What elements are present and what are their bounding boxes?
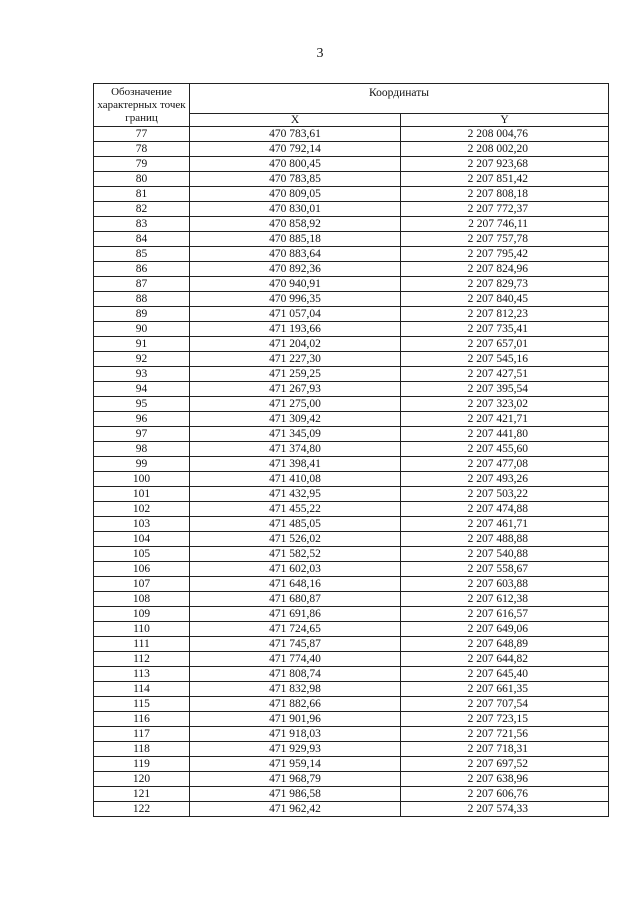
table-row xyxy=(94,742,609,757)
y-coordinate-cell: 2 207 441,80 xyxy=(401,427,609,442)
y-coordinate-cell: 2 207 323,02 xyxy=(401,397,609,412)
x-coordinate-cell: 471 986,58 xyxy=(190,787,401,802)
point-number-cell: 88 xyxy=(94,292,190,307)
point-number-cell: 101 xyxy=(94,487,190,502)
x-coordinate-cell: 470 892,36 xyxy=(190,262,401,277)
table-row xyxy=(94,322,609,337)
x-coordinate-cell: 471 691,86 xyxy=(190,607,401,622)
y-coordinate-cell: 2 207 461,71 xyxy=(401,517,609,532)
table-row xyxy=(94,337,609,352)
x-coordinate-cell: 470 809,05 xyxy=(190,187,401,202)
table-row xyxy=(94,757,609,772)
x-coordinate-cell: 470 783,61 xyxy=(190,127,401,142)
x-coordinate-cell: 471 432,95 xyxy=(190,487,401,502)
y-coordinate-cell: 2 207 645,40 xyxy=(401,667,609,682)
table-row xyxy=(94,682,609,697)
point-number-cell: 97 xyxy=(94,427,190,442)
table-row xyxy=(94,472,609,487)
x-coordinate-cell: 471 582,52 xyxy=(190,547,401,562)
x-coordinate-cell: 470 783,85 xyxy=(190,172,401,187)
point-number-cell: 98 xyxy=(94,442,190,457)
point-number-cell: 93 xyxy=(94,367,190,382)
point-number-cell: 95 xyxy=(94,397,190,412)
y-coordinate-cell: 2 207 707,54 xyxy=(401,697,609,712)
table-row xyxy=(94,697,609,712)
x-coordinate-cell: 471 774,40 xyxy=(190,652,401,667)
table-row xyxy=(94,562,609,577)
point-number-cell: 78 xyxy=(94,142,190,157)
header-row xyxy=(94,84,609,114)
table-row xyxy=(94,277,609,292)
table-header xyxy=(94,84,609,127)
point-number-cell: 115 xyxy=(94,697,190,712)
y-coordinate-cell: 2 207 808,18 xyxy=(401,187,609,202)
table-row xyxy=(94,637,609,652)
page-number: 3 xyxy=(316,46,324,61)
y-coordinate-cell: 2 207 612,38 xyxy=(401,592,609,607)
y-coordinate-cell: 2 207 644,82 xyxy=(401,652,609,667)
point-number-cell: 94 xyxy=(94,382,190,397)
y-coordinate-cell: 2 207 721,56 xyxy=(401,727,609,742)
table-row xyxy=(94,442,609,457)
y-coordinate-cell: 2 207 812,23 xyxy=(401,307,609,322)
table-row xyxy=(94,727,609,742)
point-number-cell: 102 xyxy=(94,502,190,517)
y-coordinate-cell: 2 207 616,57 xyxy=(401,607,609,622)
y-coordinate-cell: 2 207 772,37 xyxy=(401,202,609,217)
table-row xyxy=(94,517,609,532)
table-row xyxy=(94,217,609,232)
point-number-cell: 118 xyxy=(94,742,190,757)
table-row xyxy=(94,712,609,727)
x-coordinate-cell: 470 800,45 xyxy=(190,157,401,172)
table-row xyxy=(94,667,609,682)
y-coordinate-cell: 2 207 649,06 xyxy=(401,622,609,637)
y-coordinate-cell: 2 207 824,96 xyxy=(401,262,609,277)
table-row xyxy=(94,607,609,622)
table-row xyxy=(94,427,609,442)
x-coordinate-cell: 471 962,42 xyxy=(190,802,401,817)
point-number-cell: 113 xyxy=(94,667,190,682)
table-row xyxy=(94,232,609,247)
y-coordinate-cell: 2 207 603,88 xyxy=(401,577,609,592)
y-coordinate-cell: 2 207 829,73 xyxy=(401,277,609,292)
y-coordinate-cell: 2 207 427,51 xyxy=(401,367,609,382)
table-row xyxy=(94,787,609,802)
x-coordinate-cell: 470 883,64 xyxy=(190,247,401,262)
table-row xyxy=(94,367,609,382)
point-number-cell: 108 xyxy=(94,592,190,607)
y-coordinate-cell: 2 207 638,96 xyxy=(401,772,609,787)
x-coordinate-cell: 471 959,14 xyxy=(190,757,401,772)
y-coordinate-cell: 2 207 697,52 xyxy=(401,757,609,772)
point-number-cell: 117 xyxy=(94,727,190,742)
y-coordinate-cell: 2 207 661,35 xyxy=(401,682,609,697)
table-row xyxy=(94,292,609,307)
point-number-cell: 103 xyxy=(94,517,190,532)
x-coordinate-cell: 471 193,66 xyxy=(190,322,401,337)
point-number-cell: 105 xyxy=(94,547,190,562)
point-number-cell: 82 xyxy=(94,202,190,217)
point-number-cell: 80 xyxy=(94,172,190,187)
y-coordinate-cell: 2 207 718,31 xyxy=(401,742,609,757)
table-row xyxy=(94,577,609,592)
point-number-cell: 81 xyxy=(94,187,190,202)
y-coordinate-cell: 2 207 606,76 xyxy=(401,787,609,802)
point-designation-header: Обозначение характерных точек границ xyxy=(94,84,190,127)
point-number-cell: 112 xyxy=(94,652,190,667)
x-coordinate-cell: 471 602,03 xyxy=(190,562,401,577)
table-row xyxy=(94,457,609,472)
x-coordinate-cell: 471 882,66 xyxy=(190,697,401,712)
point-number-cell: 114 xyxy=(94,682,190,697)
x-coordinate-cell: 471 267,93 xyxy=(190,382,401,397)
table-row xyxy=(94,172,609,187)
y-coordinate-cell: 2 207 477,08 xyxy=(401,457,609,472)
y-coordinate-cell: 2 207 421,71 xyxy=(401,412,609,427)
point-number-cell: 110 xyxy=(94,622,190,637)
y-coordinate-cell: 2 207 558,67 xyxy=(401,562,609,577)
x-coordinate-cell: 471 485,05 xyxy=(190,517,401,532)
x-coordinate-cell: 470 885,18 xyxy=(190,232,401,247)
x-coordinate-cell: 471 526,02 xyxy=(190,532,401,547)
y-coordinate-cell: 2 207 545,16 xyxy=(401,352,609,367)
x-coordinate-cell: 471 057,04 xyxy=(190,307,401,322)
x-coordinate-cell: 471 648,16 xyxy=(190,577,401,592)
x-coordinate-cell: 471 374,80 xyxy=(190,442,401,457)
point-number-cell: 107 xyxy=(94,577,190,592)
point-number-cell: 85 xyxy=(94,247,190,262)
x-coordinate-cell: 471 227,30 xyxy=(190,352,401,367)
point-number-cell: 109 xyxy=(94,607,190,622)
point-number-cell: 84 xyxy=(94,232,190,247)
y-coordinate-cell: 2 207 840,45 xyxy=(401,292,609,307)
coordinates-header: Координаты xyxy=(190,84,609,114)
table-row xyxy=(94,262,609,277)
point-number-cell: 87 xyxy=(94,277,190,292)
y-coordinate-cell: 2 207 503,22 xyxy=(401,487,609,502)
table-row xyxy=(94,382,609,397)
table-row xyxy=(94,187,609,202)
x-coordinate-cell: 471 745,87 xyxy=(190,637,401,652)
table-row xyxy=(94,547,609,562)
y-coordinate-cell: 2 207 851,42 xyxy=(401,172,609,187)
coordinates-table xyxy=(93,83,609,817)
x-header: X xyxy=(190,114,401,127)
point-number-cell: 79 xyxy=(94,157,190,172)
y-coordinate-cell: 2 207 657,01 xyxy=(401,337,609,352)
point-number-cell: 111 xyxy=(94,637,190,652)
table-row xyxy=(94,532,609,547)
y-coordinate-cell: 2 208 002,20 xyxy=(401,142,609,157)
table-row xyxy=(94,802,609,817)
x-coordinate-cell: 471 345,09 xyxy=(190,427,401,442)
y-coordinate-cell: 2 207 757,78 xyxy=(401,232,609,247)
table-row xyxy=(94,202,609,217)
table-row xyxy=(94,142,609,157)
x-coordinate-cell: 471 309,42 xyxy=(190,412,401,427)
x-coordinate-cell: 471 929,93 xyxy=(190,742,401,757)
y-coordinate-cell: 2 207 455,60 xyxy=(401,442,609,457)
point-number-cell: 86 xyxy=(94,262,190,277)
table-row xyxy=(94,487,609,502)
y-coordinate-cell: 2 207 488,88 xyxy=(401,532,609,547)
y-coordinate-cell: 2 207 746,11 xyxy=(401,217,609,232)
x-coordinate-cell: 471 259,25 xyxy=(190,367,401,382)
x-coordinate-cell: 471 968,79 xyxy=(190,772,401,787)
y-coordinate-cell: 2 208 004,76 xyxy=(401,127,609,142)
x-coordinate-cell: 470 830,01 xyxy=(190,202,401,217)
point-number-cell: 104 xyxy=(94,532,190,547)
table-row xyxy=(94,592,609,607)
table-row xyxy=(94,307,609,322)
point-number-cell: 90 xyxy=(94,322,190,337)
table-row xyxy=(94,397,609,412)
point-number-cell: 83 xyxy=(94,217,190,232)
x-coordinate-cell: 471 680,87 xyxy=(190,592,401,607)
point-number-cell: 96 xyxy=(94,412,190,427)
x-coordinate-cell: 470 792,14 xyxy=(190,142,401,157)
x-coordinate-cell: 471 410,08 xyxy=(190,472,401,487)
x-coordinate-cell: 471 808,74 xyxy=(190,667,401,682)
x-coordinate-cell: 471 832,98 xyxy=(190,682,401,697)
x-coordinate-cell: 470 858,92 xyxy=(190,217,401,232)
point-number-cell: 77 xyxy=(94,127,190,142)
x-coordinate-cell: 471 455,22 xyxy=(190,502,401,517)
point-number-cell: 122 xyxy=(94,802,190,817)
x-coordinate-cell: 470 940,91 xyxy=(190,277,401,292)
y-coordinate-cell: 2 207 474,88 xyxy=(401,502,609,517)
table-row xyxy=(94,127,609,142)
point-number-cell: 119 xyxy=(94,757,190,772)
x-coordinate-cell: 471 204,02 xyxy=(190,337,401,352)
x-coordinate-cell: 471 724,65 xyxy=(190,622,401,637)
table-row xyxy=(94,622,609,637)
x-coordinate-cell: 471 275,00 xyxy=(190,397,401,412)
point-number-cell: 120 xyxy=(94,772,190,787)
point-number-cell: 100 xyxy=(94,472,190,487)
x-coordinate-cell: 471 901,96 xyxy=(190,712,401,727)
point-number-cell: 121 xyxy=(94,787,190,802)
table-row xyxy=(94,157,609,172)
y-coordinate-cell: 2 207 648,89 xyxy=(401,637,609,652)
y-coordinate-cell: 2 207 923,68 xyxy=(401,157,609,172)
table-row xyxy=(94,652,609,667)
y-coordinate-cell: 2 207 735,41 xyxy=(401,322,609,337)
point-number-cell: 91 xyxy=(94,337,190,352)
y-coordinate-cell: 2 207 540,88 xyxy=(401,547,609,562)
table-row xyxy=(94,352,609,367)
point-number-cell: 89 xyxy=(94,307,190,322)
table-body xyxy=(94,127,609,817)
point-number-cell: 92 xyxy=(94,352,190,367)
y-coordinate-cell: 2 207 723,15 xyxy=(401,712,609,727)
x-coordinate-cell: 471 918,03 xyxy=(190,727,401,742)
table-row xyxy=(94,247,609,262)
y-coordinate-cell: 2 207 574,33 xyxy=(401,802,609,817)
x-coordinate-cell: 470 996,35 xyxy=(190,292,401,307)
point-number-cell: 116 xyxy=(94,712,190,727)
table-row xyxy=(94,772,609,787)
point-number-cell: 99 xyxy=(94,457,190,472)
x-coordinate-cell: 471 398,41 xyxy=(190,457,401,472)
point-number-cell: 106 xyxy=(94,562,190,577)
y-header: Y xyxy=(401,114,609,127)
table-row xyxy=(94,502,609,517)
y-coordinate-cell: 2 207 493,26 xyxy=(401,472,609,487)
table-row xyxy=(94,412,609,427)
y-coordinate-cell: 2 207 795,42 xyxy=(401,247,609,262)
y-coordinate-cell: 2 207 395,54 xyxy=(401,382,609,397)
